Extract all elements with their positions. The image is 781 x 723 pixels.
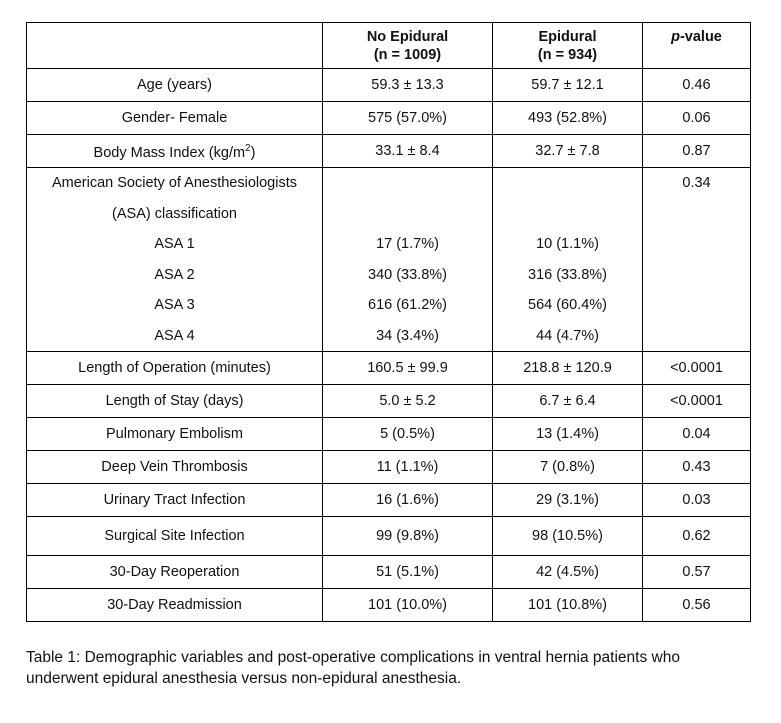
cell-p-value bbox=[643, 321, 751, 352]
cell-no-epidural: 51 (5.1%) bbox=[323, 556, 493, 589]
header-no-epidural bbox=[323, 23, 493, 69]
cell-no-epidural: 99 (9.8%) bbox=[323, 517, 493, 556]
cell-no-epidural: 17 (1.7%) bbox=[323, 229, 493, 260]
table-row bbox=[27, 229, 751, 260]
cell-epidural: 10 (1.1%) bbox=[493, 229, 643, 260]
cell-no-epidural: 5 (0.5%) bbox=[323, 418, 493, 451]
table-row bbox=[27, 135, 751, 168]
table-row bbox=[27, 321, 751, 352]
header-epidural bbox=[493, 23, 643, 69]
cell-epidural: 13 (1.4%) bbox=[493, 418, 643, 451]
cell-p-value: <0.0001 bbox=[643, 385, 751, 418]
cell-p-value: 0.03 bbox=[643, 484, 751, 517]
cell-p-value: 0.57 bbox=[643, 556, 751, 589]
cell-no-epidural: 34 (3.4%) bbox=[323, 321, 493, 352]
cell-no-epidural: 16 (1.6%) bbox=[323, 484, 493, 517]
cell-p-value: <0.0001 bbox=[643, 352, 751, 385]
cell-epidural: 29 (3.1%) bbox=[493, 484, 643, 517]
header-p-italic: p bbox=[671, 29, 680, 45]
table-row bbox=[27, 290, 751, 321]
table-row bbox=[27, 102, 751, 135]
row-label: (ASA) classification bbox=[27, 199, 323, 230]
cell-no-epidural: 575 (57.0%) bbox=[323, 102, 493, 135]
row-label-main: Body Mass Index (kg/m bbox=[93, 144, 246, 161]
table-row bbox=[27, 589, 751, 622]
cell-epidural: 493 (52.8%) bbox=[493, 102, 643, 135]
header-p-value bbox=[643, 23, 751, 69]
cell-no-epidural: 5.0 ± 5.2 bbox=[323, 385, 493, 418]
table-row bbox=[27, 352, 751, 385]
cell-epidural: 42 (4.5%) bbox=[493, 556, 643, 589]
header-p-suffix: -value bbox=[679, 29, 722, 45]
cell-p-value: 0.04 bbox=[643, 418, 751, 451]
row-label: American Society of Anesthesiologists bbox=[27, 168, 323, 199]
cell-epidural: 6.7 ± 6.4 bbox=[493, 385, 643, 418]
cell-epidural: 32.7 ± 7.8 bbox=[493, 135, 643, 168]
header-no-epidural-label: No Epidural bbox=[366, 29, 449, 45]
cell-p-value: 0.43 bbox=[643, 451, 751, 484]
row-label: ASA 1 bbox=[27, 229, 323, 260]
cell-no-epidural bbox=[323, 199, 493, 230]
table-header-row bbox=[27, 23, 751, 69]
cell-epidural: 316 (33.8%) bbox=[493, 260, 643, 291]
row-label: Urinary Tract Infection bbox=[27, 484, 323, 517]
cell-epidural: 44 (4.7%) bbox=[493, 321, 643, 352]
table-row bbox=[27, 484, 751, 517]
row-label-superscript: 2 bbox=[245, 143, 251, 155]
cell-epidural: 218.8 ± 120.9 bbox=[493, 352, 643, 385]
row-label: Pulmonary Embolism bbox=[27, 418, 323, 451]
table-caption bbox=[26, 647, 766, 689]
table-row bbox=[27, 451, 751, 484]
cell-p-value: 0.62 bbox=[643, 517, 751, 556]
cell-epidural: 101 (10.8%) bbox=[493, 589, 643, 622]
table-row bbox=[27, 556, 751, 589]
header-epidural-n: (n = 934) bbox=[537, 47, 598, 63]
cell-p-value bbox=[643, 290, 751, 321]
cell-p-value bbox=[643, 199, 751, 230]
table-row bbox=[27, 260, 751, 291]
cell-no-epidural: 33.1 ± 8.4 bbox=[323, 135, 493, 168]
cell-no-epidural: 160.5 ± 99.9 bbox=[323, 352, 493, 385]
cell-p-value: 0.34 bbox=[643, 168, 751, 199]
cell-p-value bbox=[643, 229, 751, 260]
row-label: ASA 4 bbox=[27, 321, 323, 352]
cell-p-value bbox=[643, 260, 751, 291]
row-label: Length of Operation (minutes) bbox=[27, 352, 323, 385]
row-label bbox=[27, 135, 323, 168]
cell-no-epidural bbox=[323, 168, 493, 199]
cell-epidural bbox=[493, 199, 643, 230]
row-label: 30-Day Reoperation bbox=[27, 556, 323, 589]
header-epidural-label: Epidural bbox=[538, 29, 597, 45]
cell-no-epidural: 616 (61.2%) bbox=[323, 290, 493, 321]
table-row bbox=[27, 517, 751, 556]
row-label: ASA 2 bbox=[27, 260, 323, 291]
cell-no-epidural: 101 (10.0%) bbox=[323, 589, 493, 622]
caption-line-1: Table 1: Demographic variables and post-operative complications in ventral hernia patients who bbox=[26, 649, 680, 666]
cell-epidural: 564 (60.4%) bbox=[493, 290, 643, 321]
table-row bbox=[27, 199, 751, 230]
cell-p-value: 0.06 bbox=[643, 102, 751, 135]
caption-line-2: underwent epidural anesthesia versus non-epidural anesthesia. bbox=[26, 670, 462, 687]
row-label-end: ) bbox=[250, 144, 256, 161]
data-table bbox=[26, 22, 751, 622]
row-label: Deep Vein Thrombosis bbox=[27, 451, 323, 484]
cell-epidural bbox=[493, 168, 643, 199]
row-label: Gender- Female bbox=[27, 102, 323, 135]
row-label: Length of Stay (days) bbox=[27, 385, 323, 418]
cell-no-epidural: 59.3 ± 13.3 bbox=[323, 69, 493, 102]
row-label: ASA 3 bbox=[27, 290, 323, 321]
table-row bbox=[27, 385, 751, 418]
cell-p-value: 0.87 bbox=[643, 135, 751, 168]
row-label: 30-Day Readmission bbox=[27, 589, 323, 622]
cell-p-value: 0.46 bbox=[643, 69, 751, 102]
table-row bbox=[27, 418, 751, 451]
cell-epidural: 59.7 ± 12.1 bbox=[493, 69, 643, 102]
table-row bbox=[27, 69, 751, 102]
cell-no-epidural: 340 (33.8%) bbox=[323, 260, 493, 291]
cell-epidural: 7 (0.8%) bbox=[493, 451, 643, 484]
row-label: Age (years) bbox=[27, 69, 323, 102]
header-blank-cell bbox=[27, 23, 323, 69]
table-row bbox=[27, 168, 751, 199]
cell-no-epidural: 11 (1.1%) bbox=[323, 451, 493, 484]
header-no-epidural-n: (n = 1009) bbox=[373, 47, 442, 63]
row-label: Surgical Site Infection bbox=[27, 517, 323, 556]
cell-epidural: 98 (10.5%) bbox=[493, 517, 643, 556]
cell-p-value: 0.56 bbox=[643, 589, 751, 622]
